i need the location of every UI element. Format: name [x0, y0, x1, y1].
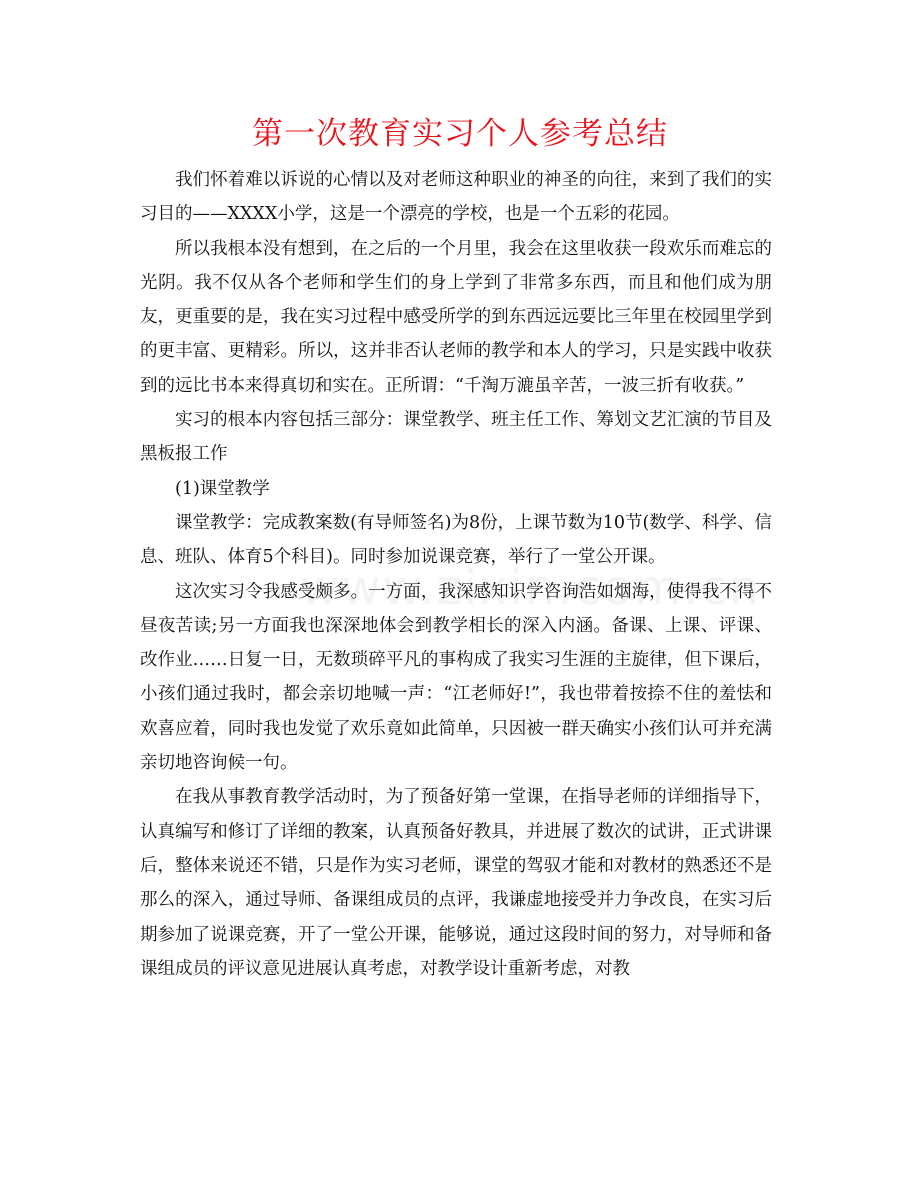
document-body [140, 163, 772, 986]
section-heading-classroom: (1)课堂教学 [175, 478, 270, 499]
paragraph-1: 我们怀着难以诉说的心情以及对老师这种职业的神圣的向往，来到了我们的实习目的——XXXX小学，这是一个漂亮的学校，也是一个五彩的花园。 [140, 170, 772, 225]
paragraph-3: 实习的根本内容包括三部分：课堂教学、班主任工作、筹划文艺汇演的节目及黑板报工作 [140, 410, 772, 465]
paragraph-5: 这次实习令我感受颇多。一方面，我深感知识学咨询浩如烟海，使得我不得不昼夜苦读;另一方面我也深深地体会到教学相长的深入内涵。备课、上课、评课、改作业……日复一日，无数琐碎平凡的事构成了我实习生涯的主旋律，但下课后，小孩们通过我时，都会亲切地喊一声：“江老师好!”，我也带着按捺不住的羞怯和欢喜应着，同时我也发觉了欢乐竟如此简单，只因被一群天确实小孩们认可并充满亲切地咨询候一句。 [140, 581, 772, 774]
paragraph-2: 所以我根本没有想到，在之后的一个月里，我会在这里收获一段欢乐而难忘的光阴。我不仅从各个老师和学生们的身上学到了非常多东西，而且和他们成为朋友，更重要的是，我在实习过程中感受所学的到东西远远要比三年里在校园里学到的更丰富、更精彩。所以，这并非否认老师的教学和本人的学习，只是实践中收获到的远比书本来得真切和实在。正所谓：“千淘万漉虽辛苦，一波三折有收获。” [140, 238, 772, 396]
paragraph-4: 课堂教学：完成教案数(有导师签名)为8份，上课节数为10节(数学、科学、信息、班队、体育5个科目)。同时参加说课竞赛，举行了一堂公开课。 [140, 512, 772, 568]
paragraph-6: 在我从事教育教学活动时，为了预备好第一堂课，在指导老师的详细指导下，认真编写和修订了详细的教案，认真预备好教具，并进展了数次的试讲，正式讲课后，整体来说还不错，只是作为实习老师，课堂的驾驭才能和对教材的熟悉还不是那么的深入，通过导师、备课组成员的点评，我谦虚地接受并力争改良，在实习后期参加了说课竞赛，开了一堂公开课，能够说，通过这段时间的努力，对导师和备课组成员的评议意见进展认真考虑，对教学设计重新考虑，对教 [140, 787, 772, 979]
document-title: 第一次教育实习个人参考总结 [252, 116, 668, 152]
